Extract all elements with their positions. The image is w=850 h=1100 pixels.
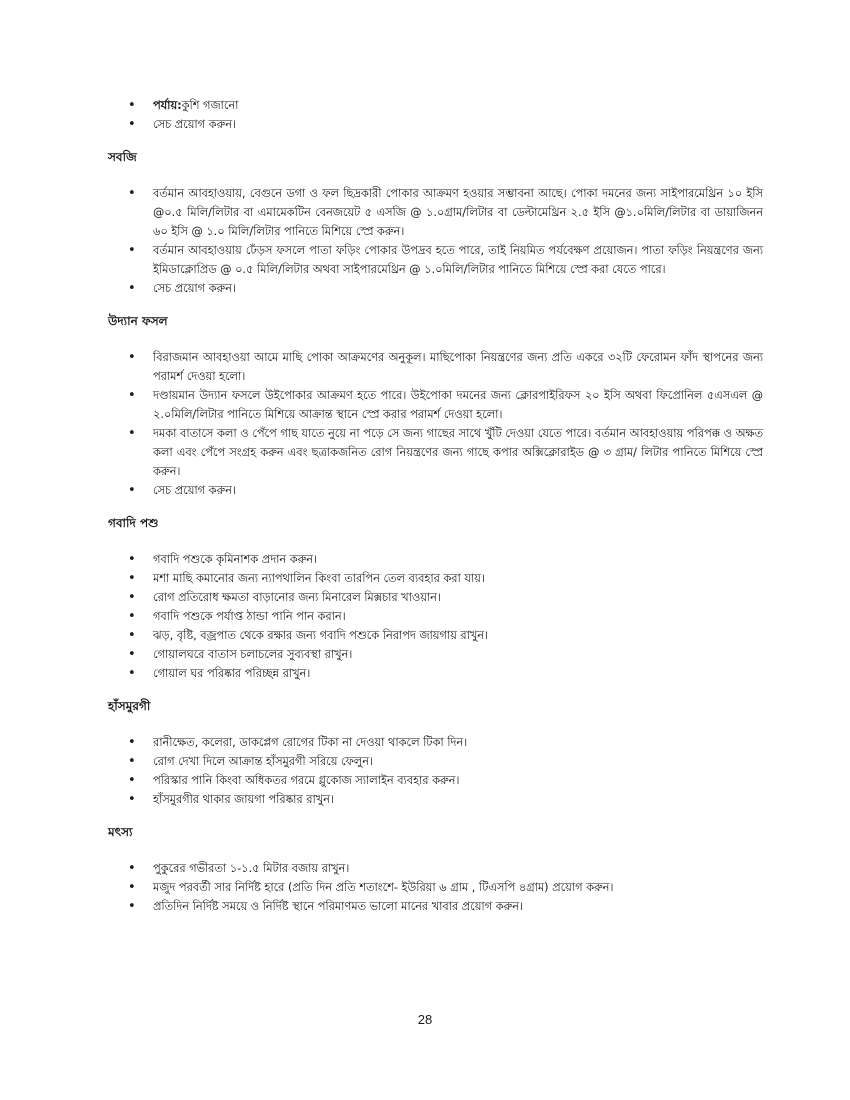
list-item: • গবাদি পশুকে কৃমিনাশক প্রদান করুন। (108, 550, 763, 569)
section-heading: হাঁসমুরগী (108, 699, 151, 713)
list-item: • সেচ প্রয়োগ করুন। (108, 481, 763, 500)
list-item (108, 96, 763, 115)
section-heading: মৎস্য (108, 825, 133, 839)
poultry-list (108, 733, 763, 809)
section-horticulture (108, 312, 763, 500)
list-item: • পুকুরের গভীরতা ১-১.৫ মিটার বজায় রাখুন। (108, 859, 763, 878)
intro-list (108, 96, 763, 134)
list-item: • সেচ প্রয়োগ করুন। (108, 115, 763, 134)
list-item: • রোগ প্রতিরোধ ক্ষমতা বাড়ানোর জন্য মিনারেল মিক্সচার খাওয়ান। (108, 588, 763, 607)
section-poultry (108, 697, 763, 809)
list-item: • মশা মাছি কমানোর জন্য ন্যাপথালিন কিংবা তারপিন তেল ব্যবহার করা যায়। (108, 569, 763, 588)
horticulture-list (108, 348, 763, 500)
list-item: • গোয়ালঘরে বাতাস চলাচলের সুব্যবস্থা রাখুন। (108, 645, 763, 664)
list-item: • পরিস্কার পানি কিংবা অধিকতর গরমে গ্লুকোজ স্যালাইন ব্যবহার করুন। (108, 771, 763, 790)
list-item: • প্রতিদিন নির্দিষ্ট সময়ে ও নির্দিষ্ট স্থানে পরিমাণমত ভালো মানের খাবার প্রয়োগ করুন। (108, 897, 763, 916)
section-heading: গবাদি পশু (108, 516, 159, 530)
section-fisheries (108, 823, 763, 916)
document-page (108, 96, 763, 930)
list-item: • গোয়াল ঘর পরিষ্কার পরিচ্ছন্ন রাখুন। (108, 664, 763, 683)
list-item: • দমকা বাতাসে কলা ও পেঁপে গাছ যাতে নুয়ে না পড়ে সে জন্য গাছের সাথে খুঁটি দেওয়া যেতে পারে। বর্তমান আবহাওয়ায় পরিপক্ক ও অক্ষত কলা এবং পেঁপে সংগ্রহ করুন এবং ছত্রাকজনিত রোগ নিয়ন্ত্রণের জন্য গাছে কপার অক্সিক্লোরাইড @ ৩ গ্রাম/ লিটার পানিতে মিশিয়ে স্প্রে করুন। (108, 424, 763, 481)
list-item: • ঝড়, বৃষ্টি, বজ্রপাত থেকে রক্ষার জন্য গবাদি পশুকে নিরাপদ জায়গায় রাখুন। (108, 626, 763, 645)
list-item: • রোগ দেখা দিলে আক্রান্ত হাঁসমুরগী সরিয়ে ফেলুন। (108, 752, 763, 771)
stage-label: পর্যায়: (153, 99, 182, 112)
list-item: • হাঁসমুরগীর থাকার জায়গা পরিষ্কার রাখুন। (108, 790, 763, 809)
list-item: • মজুদ পরবর্তী সার নির্দিষ্ট হারে (প্রতি দিন প্রতি শতাংশে- ইউরিয়া ৬ গ্রাম , টিএসপি ৪গ্রাম) প্রয়োগ করুন। (108, 878, 763, 897)
list-item: • বর্তমান আবহাওয়ায় ঢেঁড়স ফসলে পাতা ফড়িং পোকার উপদ্রব হতে পারে, তাই নিয়মিত পর্যবেক্ষণ প্রয়োজন। পাতা ফড়িং নিয়ন্ত্রণের জন্য ইমিডাক্লোপ্রিড @ ০.৫ মিলি/লিটার অথবা সাইপারমেথ্রিন @ ১.০মিলি/লিটার পানিতে মিশিয়ে স্প্রে করা যেতে পারে। (108, 241, 763, 279)
section-heading: সবজি (108, 150, 137, 164)
fisheries-list (108, 859, 763, 916)
vegetables-list (108, 184, 763, 298)
section-heading: উদ্যান ফসল (108, 314, 168, 328)
stage-value: কুশি গজানো (181, 99, 239, 112)
section-vegetables (108, 148, 763, 298)
list-item: • রানীক্ষেত, কলেরা, ডাকপ্লেগ রোগের টিকা না দেওয়া থাকলে টিকা দিন। (108, 733, 763, 752)
list-item: • বিরাজমান আবহাওয়া আমে মাছি পোকা আক্রমণের অনুকূল। মাছিপোকা নিয়ন্ত্রণের জন্য প্রতি একরে ৩২টি ফেরোমন ফাঁদ স্থাপনের জন্য পরামর্শ দেওয়া হলো। (108, 348, 763, 386)
list-item: • বর্তমান আবহাওয়ায়, বেগুনে ডগা ও ফল ছিদ্রকারী পোকার আক্রমণ হওয়ার সম্ভাবনা আছে। পোকা দমনের জন্য সাইপারমেথ্রিন ১০ ইসি @০.৫ মিলি/লিটার বা এমামেকটিন বেনজয়েট ৫ এসজি @ ১.০গ্রাম/লিটার বা ডেল্টামেথ্রিন ২.৫ ইসি @১.০মিলি/লিটার বা ডায়াজিনন ৬০ ইসি @ ১.০ মিলি/লিটার পানিতে মিশিয়ে স্প্রে করুন। (108, 184, 763, 241)
list-item: • দণ্ডায়মান উদ্যান ফসলে উইপোকার আক্রমণ হতে পারে। উইপোকা দমনের জন্য ক্লোরপাইরিফস ২০ ইসি অথবা ফিপ্রোনিল ৫এসএল @ ২.০মিলি/লিটার পানিতে মিশিয়ে আক্রান্ত স্থানে স্প্রে করার পরামর্শ দেওয়া হলো। (108, 386, 763, 424)
page-number: 28 (417, 1012, 433, 1027)
list-item: • সেচ প্রয়োগ করুন। (108, 279, 763, 298)
section-livestock (108, 514, 763, 683)
livestock-list (108, 550, 763, 683)
list-item: • গবাদি পশুকে পর্যাপ্ত ঠান্ডা পানি পান করান। (108, 607, 763, 626)
